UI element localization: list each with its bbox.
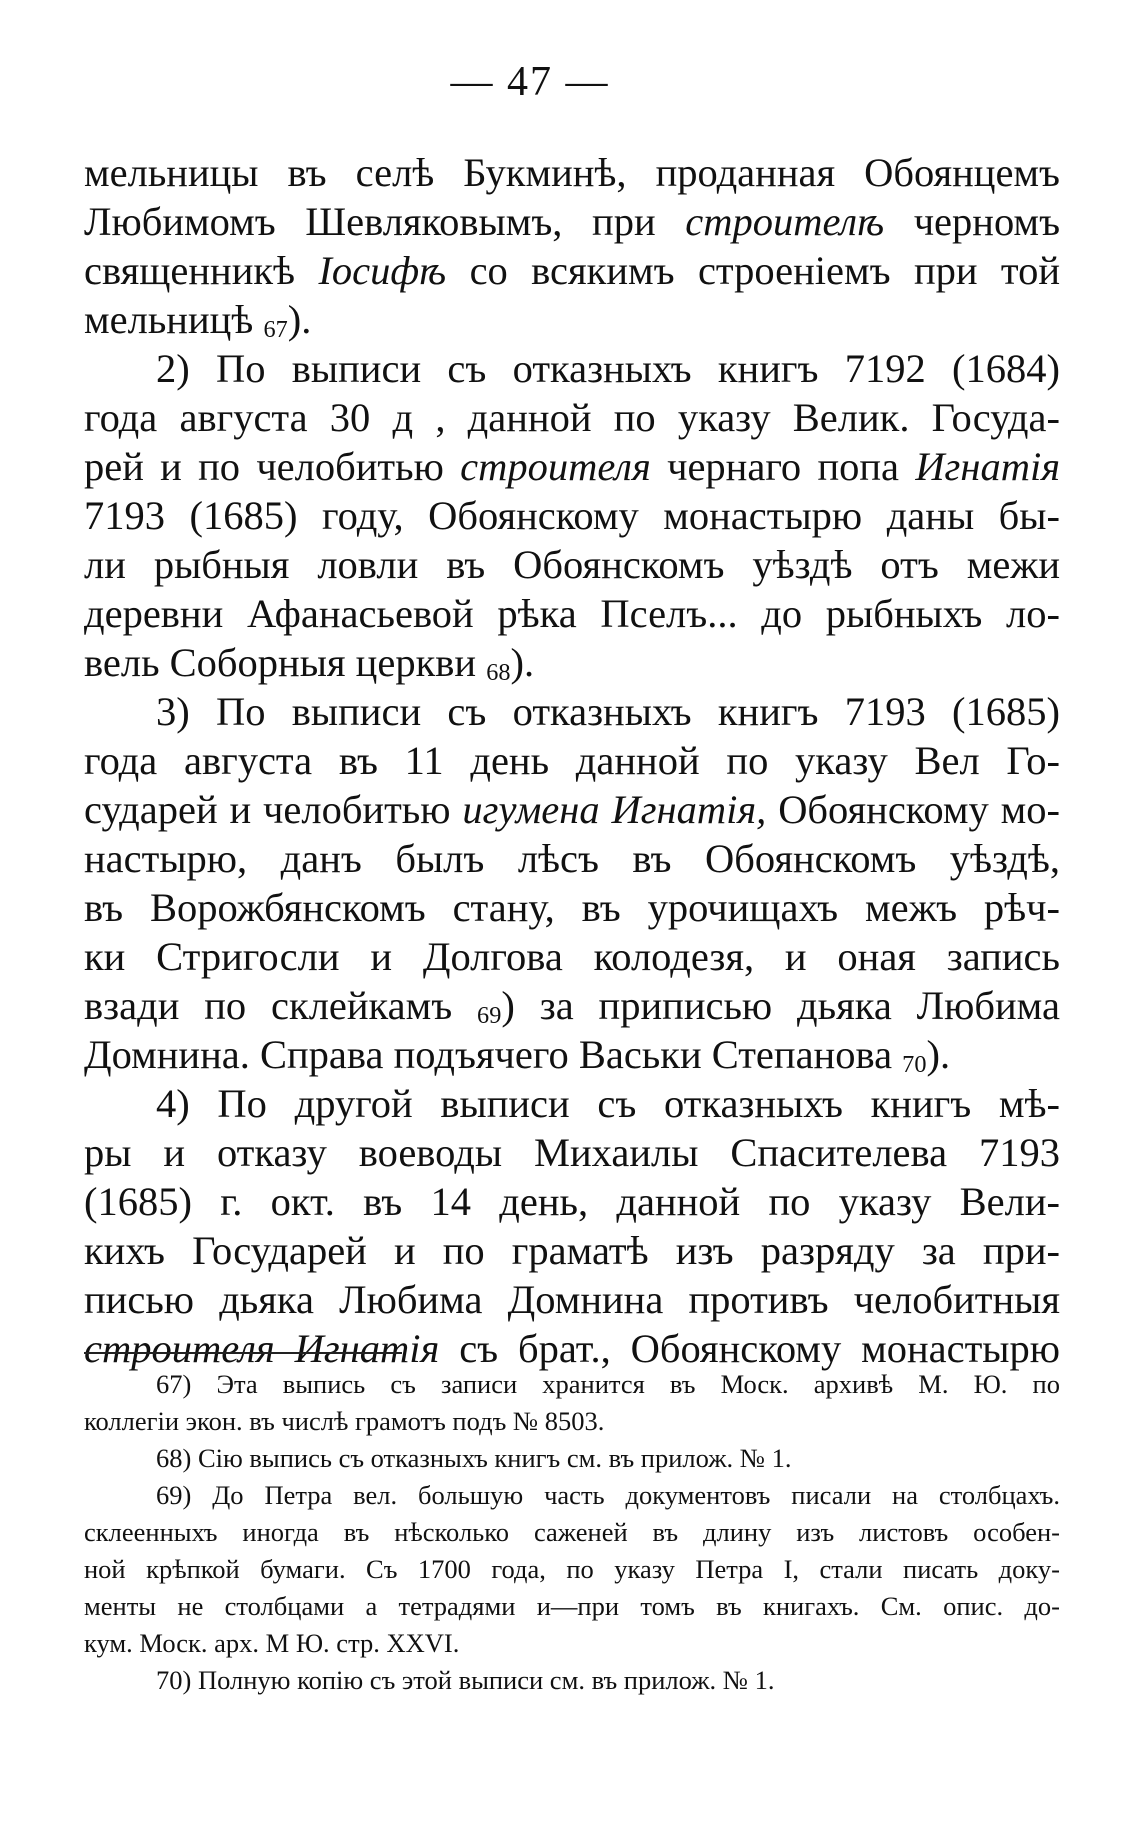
- italic-term: строителя Игнатія: [84, 1326, 440, 1371]
- text-line: (1685) г. окт. въ 14 день, данной по указу Вели-: [84, 1179, 1060, 1224]
- text-line: строителя Игнатія съ брат., Обоянскому монастырю: [84, 1326, 1061, 1371]
- footnotes: [84, 1366, 1060, 1699]
- footnote-line: 69) До Петра вел. большую часть документовъ писали на столбцахъ.: [156, 1480, 1060, 1510]
- text-line: 7193 (1685) году, Обоянскому монастырю даны бы-: [84, 493, 1060, 538]
- text-line: ки Стригосли и Долгова колодезя, и оная запись: [84, 934, 1060, 979]
- footnote-divider: [84, 1352, 402, 1354]
- italic-term: строителя: [460, 444, 651, 489]
- text-line: взади по склейкамъ 69) за приписью дьяка Любима: [84, 983, 1061, 1029]
- footnote-line: ной крѣпкой бумаги. Съ 1700 года, по указу Петра I, стали писать доку-: [84, 1554, 1060, 1584]
- text-line: 2) По выписи съ отказныхъ книгъ 7192 (1684): [156, 346, 1060, 391]
- text-line: рей и по челобитью строителя чернаго попа Игнатія: [84, 444, 1061, 489]
- main-text: [84, 148, 1060, 1373]
- text-line: кихъ Государей и по граматѣ изъ разряду за при-: [84, 1228, 1060, 1273]
- text-line: священникѣ Іосифѣ со всякимъ строеніемъ при той: [84, 248, 1061, 293]
- text-line: мельницѣ 67).: [84, 297, 312, 343]
- text-line: сударей и челобитью игумена Игнатія, Обоянскому мо-: [84, 787, 1061, 832]
- text-line: писью дьяка Любима Домнина противъ челобитныя: [84, 1277, 1060, 1322]
- italic-term: строителѣ: [685, 199, 885, 244]
- text-line: мельницы въ селѣ Букминѣ, проданная Обоянцемъ: [84, 150, 1060, 195]
- text-line: Домнина. Справа подъячего Васьки Степанова 70).: [84, 1032, 951, 1078]
- footnote-ref: 69: [477, 1002, 502, 1029]
- footnote-line: 68) Сію выпись съ отказныхъ книгъ см. въ прилож. № 1.: [156, 1443, 792, 1473]
- text-line: ли рыбныя ловли въ Обоянскомъ уѣздѣ отъ межи: [84, 542, 1060, 587]
- footnote-line: менты не столбцами а тетрадями и—при томъ въ книгахъ. См. опис. до-: [84, 1591, 1060, 1621]
- text-line: 4) По другой выписи съ отказныхъ книгъ мѣ-: [156, 1081, 1060, 1126]
- text-line: ры и отказу воеводы Михаилы Спасителева 7193: [84, 1130, 1060, 1175]
- text-line: года августа въ 11 день данной по указу Вел Го-: [84, 738, 1060, 783]
- text-line: 3) По выписи съ отказныхъ книгъ 7193 (1685): [156, 689, 1060, 734]
- italic-term: Игнатія: [915, 444, 1061, 489]
- text-line: Любимомъ Шевляковымъ, при строителѣ черномъ: [84, 199, 1061, 244]
- italic-term: Іосифѣ: [318, 248, 447, 293]
- footnote-ref: 67: [263, 316, 288, 343]
- footnote-line: 70) Полную копію съ этой выписи см. въ прилож. № 1.: [156, 1665, 775, 1695]
- text-line: деревни Афанасьевой рѣка Пселъ... до рыбныхъ ло-: [84, 591, 1060, 636]
- page-number: — 47 —: [450, 59, 610, 105]
- footnote-ref: 68: [486, 659, 511, 686]
- footnote-line: коллегіи экон. въ числѣ грамотъ подъ № 8503.: [84, 1406, 605, 1436]
- footnote-line: кум. Моск. арх. М Ю. стр. XXVI.: [84, 1628, 460, 1658]
- text-line: года августа 30 д , данной по указу Велик. Госуда-: [84, 395, 1060, 440]
- text-line: настырю, данъ былъ лѣсъ въ Обоянскомъ уѣздѣ,: [84, 836, 1060, 881]
- footnote-line: 67) Эта выпись съ записи хранится въ Моск. архивѣ М. Ю. по: [156, 1369, 1060, 1399]
- footnote-line: склеенныхъ иногда въ нѣсколько саженей въ длину изъ листовъ особен-: [84, 1517, 1060, 1547]
- text-line: вель Соборныя церкви 68).: [84, 640, 535, 686]
- footnote-ref: 70: [902, 1051, 927, 1078]
- italic-term: игумена Игнатія,: [462, 787, 767, 832]
- text-line: въ Ворожбянскомъ стану, въ урочищахъ межъ рѣч-: [84, 885, 1060, 930]
